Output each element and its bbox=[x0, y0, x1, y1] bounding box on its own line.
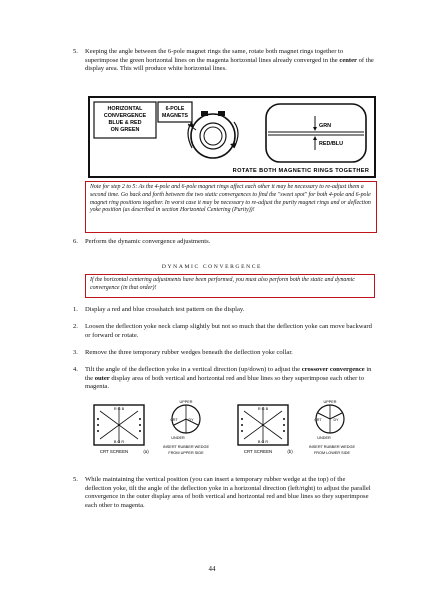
note-2-text: If the horizontal centering adjustments have been performed, you must also perform both the static and dynamic convergence (in that order)! bbox=[90, 277, 355, 291]
step-text: Remove the three temporary rubber wedges beneath the deflection yoke collar. bbox=[85, 349, 293, 356]
wedge-upper-2: FROM UPPER SIDE bbox=[168, 451, 204, 455]
rgb-label-top: R G B bbox=[113, 407, 125, 411]
crt-screen-panel-b bbox=[238, 405, 293, 454]
under-label-b: UNDER bbox=[317, 436, 331, 440]
crt-label-a: CRT bbox=[170, 418, 178, 422]
upper-label-b: UPPER bbox=[323, 400, 337, 404]
wedge-lower-2: FROM LOWER SIDE bbox=[313, 451, 351, 455]
dy-label-b: DY bbox=[333, 418, 339, 422]
crt-screen-label-b: CRT SCREEN bbox=[243, 449, 273, 454]
note-red-box-2 bbox=[85, 274, 375, 298]
box-line-2: CONVERGENCE bbox=[103, 113, 147, 119]
step-number: 4. bbox=[73, 366, 78, 373]
wedge-upper-1: INSERT RUBBER WEDGE bbox=[162, 445, 210, 449]
bgr-label-bottom-b: B G R bbox=[257, 440, 269, 444]
step-text: Display a red and blue crosshatch test pattern on the display. bbox=[85, 306, 245, 313]
box-line-1: HORIZONTAL bbox=[107, 106, 143, 112]
redblu-label: RED/BLU bbox=[319, 141, 343, 147]
under-label-a: UNDER bbox=[171, 436, 185, 440]
step-text: While maintaining the vertical position (you can insert a temporary rubber wedge at the top) of the deflection yoke, tilt the angle of the deflection yoke in a horizontal direction (left/right) to adjust the parallel convergence in the outer display area of both vertical and horizontal red and blue lines so they superimpose each other to magenta. bbox=[85, 476, 371, 509]
upper-label-a: UPPER bbox=[179, 400, 193, 404]
yoke-drawing-b bbox=[309, 400, 356, 455]
bgr-label-bottom: B G R bbox=[113, 440, 125, 444]
section-heading: DYNAMIC CONVERGENCE bbox=[161, 264, 263, 270]
wedge-lower-1: INSERT RUBBER WEDGE bbox=[308, 445, 356, 449]
page-number: 44 bbox=[208, 565, 216, 573]
step-number: 6. bbox=[73, 238, 78, 245]
step-text: Keeping the angle between the 6-pole magnet rings the same, rotate both magnet rings together to superimpose the green horizontal lines on the magenta horizontal lines already converged in the center of the display area. This will produce white horizontal lines. bbox=[85, 48, 374, 73]
step-text: Tilt the angle of the deflection yoke in a vertical direction (up/down) to adjust the crossover convergence in the outer display area of both vertical and horizontal red and blue lines so they superimpose each other to magenta. bbox=[85, 366, 372, 391]
label-b: (b) bbox=[287, 449, 293, 454]
magnets-line-1: 6-POLE bbox=[165, 106, 185, 112]
step-number: 1. bbox=[73, 306, 78, 313]
note-red-box-1 bbox=[85, 181, 377, 233]
yoke-tilt-diagram bbox=[88, 397, 378, 463]
diagram1-caption: ROTATE BOTH MAGNETIC RINGS TOGETHER bbox=[232, 168, 370, 174]
crt-screen-panel-a bbox=[94, 405, 149, 454]
rgb-label-top-b: R G B bbox=[257, 407, 269, 411]
crt-screen-label-a: CRT SCREEN bbox=[99, 449, 129, 454]
step-number: 5. bbox=[73, 48, 78, 55]
magnets-line-2: MAGNETS bbox=[162, 113, 188, 119]
grn-label: GRN bbox=[319, 123, 331, 129]
note-1-text: Note for step 2 to 5: As the 4-pole and 6-pole magnet rings affect each other it may be necessary to re-adjust them a second time. Go back and forth between the two static convergences to find the "sweet spot" for both 4-pole and 6-pole magnet ring positions together. In worst case it may be necessary to re-adjust the purity magnet rings and or deflection yoke position (as described in section Horizontal Centering (Purity))! bbox=[90, 184, 371, 214]
step-text: Loosen the deflection yoke neck clamp slightly but not so much that the deflection yoke can move backward or forward or rotate. bbox=[85, 323, 372, 339]
step-number: 5. bbox=[73, 476, 78, 483]
step-number: 2. bbox=[73, 323, 78, 330]
label-a: (a) bbox=[143, 449, 149, 454]
yoke-drawing-a bbox=[163, 400, 210, 455]
crt-label-b: CRT bbox=[314, 418, 322, 422]
magnet-rings-diagram bbox=[88, 96, 376, 178]
dy-label-a: DY bbox=[188, 418, 194, 422]
box-line-3: BLUE & RED bbox=[108, 120, 142, 126]
step-text: Perform the dynamic convergence adjustments. bbox=[85, 238, 211, 245]
box-line-4: ON GREEN bbox=[110, 127, 140, 133]
step-number: 3. bbox=[73, 349, 78, 356]
